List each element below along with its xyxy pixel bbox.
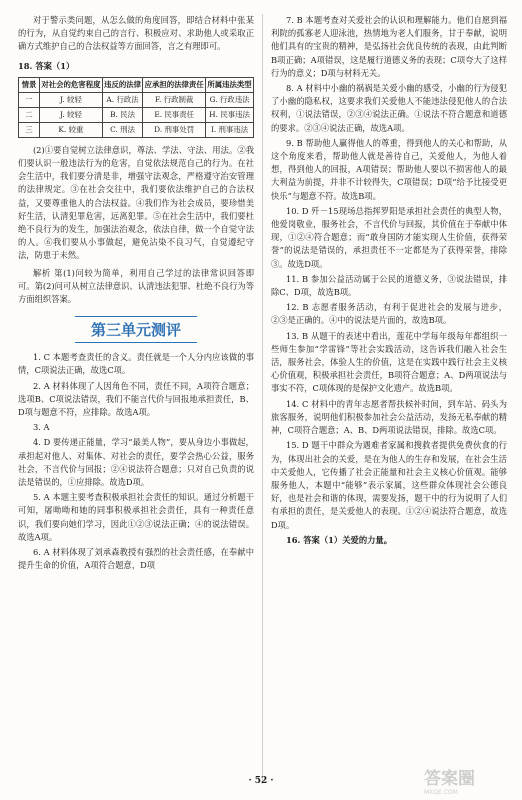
table-cell: H. 民事违法 [206,107,254,122]
table-cell: 一 [19,92,40,107]
answer-item: 2. A 材料体现了人因角色不同，责任不同，A项符合题意；选项B、C项说法错误，我们不能言代价与回报地承担责任，B、D项与题意不符，应排除。故选A项。 [18,380,254,418]
answer-item: 11. B 参加公益活动属于公民的道德义务，③说法错误，排除C、D项，故选B项。 [271,273,507,298]
column-divider [262,14,263,784]
table-cell: J. 较轻 [40,107,103,122]
answer-item: 3. A [32,422,50,433]
table-cell: G. 行政违法 [206,92,254,107]
answer-item: 15. D 题干中群众为遇难者家属和搜救者提供免费伙食的行为，体现出社会的关爱，是在为他人的生存和发展，在社会生活中关爱他人，它传播了社会正能量和社会主义核心价值观。能够服务他人，本题中“能够”表示家属，这些群众体现社会公德良好，也是社会和谐的体现，需要发扬，题干中的行为说明了人们有承担的责任，是关爱他人的表现。①②④说法符合题意，故选D项。 [271,440,507,530]
answer-item: 16. 答案（1）关爱的力量。 [285,534,393,545]
answer-item: 10. D 歼－15现场总指挥罗阳是承担社会责任的典型人物，他爱岗敬业，服务社会，不言代价与回报，其价值在于奉献中体现，①②④符合题意；而“敢身国防才能实现人生价值，获得荣誉”的说法是错误的，承担责任不一定都是为了获得荣誉，排除③。故选D项。 [271,205,507,269]
analysis-paragraph: 解析 第(1)问较为简单，利用自己学过的法律常识回答即可。第(2)问可从树立法律意识、认清违法犯罪、杜绝不良行为等方面组织答案。 [18,267,254,305]
answer-table [18,77,254,138]
answer-item: 8. A 材料中小幽的祸祸是关爱小幽的感受，小幽的行为侵犯了小幽的隐私权，这要求我们关爱他人不能违法侵犯他人的合法权利，①说法错误，②③④说法正确。①说法不符合题意和道德的要求。②③④说法正确，故选A项。 [271,83,507,133]
right-column [271,14,507,549]
table-cell: K. 较重 [40,122,103,137]
answer-item: 4. D 要传递正能量，学习“最美人物”，要从身边小事做起，承担起对他人、对集体、对社会的责任，要学会热心公益，服务社会，不言代价与回报；②④说法符合题意；只对自己负责的说法是错误的，①应排除。故选D项。 [18,437,254,488]
table-header-cell: 所属违法类型 [206,77,254,92]
table-cell: I. 刑事违法 [206,122,254,137]
table-header-cell: 违反的法律 [102,77,142,92]
table-header-cell: 情景 [19,77,40,92]
watermark-logo [424,764,514,794]
section-title: 第三单元测评 [75,316,197,343]
watermark-main: 答案圈 [424,769,475,789]
table-cell: 二 [19,107,40,122]
table-cell: B. 民法 [102,107,142,122]
page-number: · 52 · [248,776,274,786]
answer-item: 1. C 本题考查责任的含义。责任就是一个人分内应该做的事情，C项说法正确，故选C项。 [18,352,254,376]
answer-item: 14. C 材料中的青年志愿者帮扶候补时间，到车站、码头为旅客服务，说明他们积极参加社会公益活动，发扬无私奉献的精神，C项符合题意；A、B、D两项说法错误，排除。故选C项。 [271,398,507,436]
left-column [18,14,254,575]
table-cell: C. 刑法 [102,122,142,137]
table-row [19,122,254,137]
watermark-sub: MXQE.COM [424,789,458,796]
table-cell: 三 [19,122,40,137]
table-cell: A. 行政法 [102,92,142,107]
table-cell: E. 民事责任 [143,107,206,122]
table-header-cell: 应承担的法律责任 [143,77,206,92]
intro-paragraph: 对于警示类问题，从怎么做的角度回答，即结合材料中张某的行为，从自觉约束自己的言行、积极应对、求助他人或采取正确方式维护自己的合法权益等方面回答，言之有理即可。 [18,15,254,52]
table-row [19,92,254,107]
answer-item: 7. B 本题考查对关爱社会的认识和理解能力。他们自愿到福利院的孤寡老人迎泳池，热情地为老人们服务，甘于奉献，说明他们具有的宝贵的精神，是弘扬社会优良传统的表现，由此判断B项正确；A项错误，这是履行道德义务的表现；C项夸大了这样行为的意义；D项与材料无关。 [271,15,507,78]
table-row [19,107,254,122]
q18-label: 18. 答案（1） [18,60,75,71]
section-heading [18,316,254,343]
answer-item: 6. A 材料体现了刘承森教授有强烈的社会责任感，在奉献中提升生命的价值，A项符合题意，D项 [18,547,254,571]
q18-part2: (2)①要自觉树立法律意识，尊法、学法、守法、用法。②我们要认识一般违法行为的危害，自觉依法规范自己的行为。在社会生活中，我们要分清是非，增强守法观念，严格遵守治安管理的法律规定。③在社会交往中，我们要依法维护自己的合法权益，又要尊重他人的合法权益。④我们作为社会成员，要珍惜美好生活，认清犯罪危害，远离犯罪。⑤在社会生活中，我们要杜绝不良行为的发生，加强法治观念，依法自律，做一个自觉守法的人。⑥我们要从小事做起，避免沾染不良习气，自觉遵纪守法，防患于未然。 [18,144,254,261]
answer-item: 5. A 本题主要考查积极承担社会责任的知识。通过分析题干可知，屠呦呦和她的同事积极承担社会责任，具有一种责任意识，我们要向她们学习，因此①②③说法正确；④的说法错误。故选A项。 [18,492,254,542]
table-header-row [19,77,254,92]
answer-item: 12. B 志愿者服务活动，有利于促进社会的发展与进步，②③是正确的。④中的说法是片面的，故选B项。 [271,302,507,326]
table-cell: J. 较轻 [40,92,103,107]
answer-item: 13. B 从题干的表述中看出，莲花中学每年级每年都组织一些师生参加“学雷锋”等社会实践活动，这告诉我们融入社会生活，服务社会，体验人生的价值，这是在实践中践行社会主义核心价值观，积极承担社会责任，B项符合题意；A、D两项说法与事实不符，C项体现的是保护文化遗产。故选B项。 [271,330,507,394]
answer-item: 9. B 帮助他人赢得他人的尊重，得到他人的关心和帮助，从这个角度来看，帮助他人就是善待自己，关爱他人，为他人着想，得到他人的回报，A项错误；帮助他人要以不损害他人的最大利益为前提，并非不计较得失，C项错误；D项“给予比接受更快乐”与题意不符。故选B项。 [271,137,507,201]
table-cell: F. 行政制裁 [143,92,206,107]
table-cell: D. 刑事处罚 [143,122,206,137]
table-header-cell: 对社会的危害程度 [40,77,103,92]
